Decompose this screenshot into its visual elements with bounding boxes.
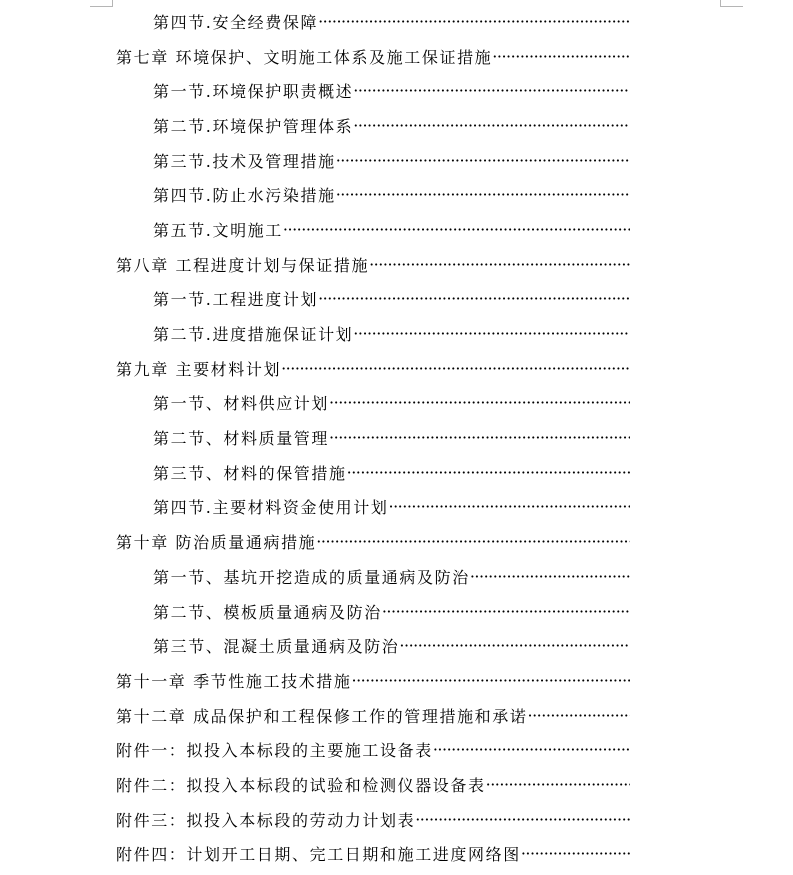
toc-entry-text: 第四节.防止水污染措施 [153,186,336,206]
toc-entry-section[interactable] [0,490,630,525]
toc-entry-text: 第二节.进度措施保证计划 [153,325,354,345]
toc-entry-text: 第三节、混凝土质量通病及防治 [153,637,400,657]
toc-entry-appendix[interactable] [0,767,630,802]
toc-leader-dots [283,220,630,239]
toc-entry-section[interactable] [0,559,630,594]
toc-leader-dots [353,81,630,100]
toc-entry-text: 第三节.技术及管理措施 [153,151,336,171]
toc-entry-section[interactable] [0,594,630,629]
toc-leader-dots [318,289,630,308]
toc-leader-dots [353,324,630,343]
toc-entry-chapter[interactable] [0,247,630,282]
toc-entry-appendix[interactable] [0,802,630,837]
toc-entry-section[interactable] [0,212,630,247]
toc-leader-dots [433,740,630,759]
toc-entry-text: 附件四：计划开工日期、完工日期和施工进度网络图 [116,845,521,865]
toc-entry-section[interactable] [0,143,630,178]
table-of-contents [0,4,793,871]
toc-entry-chapter[interactable] [0,351,630,386]
toc-leader-dots [281,359,630,378]
toc-entry-section[interactable] [0,455,630,490]
toc-entry-text: 附件一：拟投入本标段的主要施工设备表 [116,741,433,761]
toc-entry-text: 第一节、基坑开挖造成的质量通病及防治 [153,567,470,587]
toc-entry-section[interactable] [0,386,630,421]
toc-entry-section[interactable] [0,420,630,455]
toc-entry-section[interactable] [0,177,630,212]
toc-leader-dots [415,810,630,829]
toc-entry-text: 第一节、材料供应计划 [153,394,330,414]
toc-entry-text: 附件三：拟投入本标段的劳动力计划表 [116,810,416,830]
toc-leader-dots [521,844,630,863]
toc-leader-dots [329,428,630,447]
toc-entry-chapter[interactable] [0,663,630,698]
toc-entry-text: 第二节.环境保护管理体系 [153,116,354,136]
toc-entry-text: 第一节.工程进度计划 [153,290,319,310]
toc-entry-text: 第二节、材料质量管理 [153,429,330,449]
toc-entry-text: 第九章 主要材料计划 [116,359,282,379]
toc-leader-dots [369,255,630,274]
toc-entry-section[interactable] [0,316,630,351]
toc-entry-text: 第十一章 季节性施工技术措施 [116,671,352,691]
toc-leader-dots [492,47,630,66]
toc-leader-dots [470,567,630,586]
toc-leader-dots [336,151,630,170]
toc-entry-text: 第十二章 成品保护和工程保修工作的管理措施和承诺 [116,706,528,726]
toc-leader-dots [399,636,630,655]
toc-leader-dots [316,532,630,551]
toc-entry-text: 第二节、模板质量通病及防治 [153,602,382,622]
toc-entry-text: 第一节.环境保护职责概述 [153,82,354,102]
toc-entry-text: 第四节.主要材料资金使用计划 [153,498,389,518]
toc-entry-chapter[interactable] [0,524,630,559]
toc-leader-dots [336,185,630,204]
toc-entry-section[interactable] [0,73,630,108]
toc-leader-dots [389,497,631,516]
toc-entry-text: 第五节.文明施工 [153,220,283,240]
toc-entry-chapter[interactable] [0,698,630,733]
toc-entry-text: 第三节、材料的保管措施 [153,463,347,483]
toc-leader-dots [318,12,630,31]
toc-leader-dots [528,706,631,725]
toc-leader-dots [353,116,630,135]
toc-entry-chapter[interactable] [0,39,630,74]
toc-entry-section[interactable] [0,282,630,317]
toc-leader-dots [347,463,630,482]
toc-entry-section[interactable] [0,4,630,39]
toc-entry-section[interactable] [0,108,630,143]
toc-entry-section[interactable] [0,628,630,663]
toc-leader-dots [382,602,630,621]
toc-entry-text: 第四节.安全经费保障 [153,12,319,32]
toc-entry-appendix[interactable] [0,732,630,767]
toc-entry-appendix[interactable] [0,837,630,872]
toc-leader-dots [329,393,630,412]
toc-entry-text: 第十章 防治质量通病措施 [116,533,317,553]
toc-leader-dots [486,775,630,794]
toc-entry-text: 第七章 环境保护、文明施工体系及施工保证措施 [116,47,493,67]
toc-leader-dots [352,671,631,690]
toc-entry-text: 第八章 工程进度计划与保证措施 [116,255,370,275]
toc-entry-text: 附件二：拟投入本标段的试验和检测仪器设备表 [116,775,486,795]
